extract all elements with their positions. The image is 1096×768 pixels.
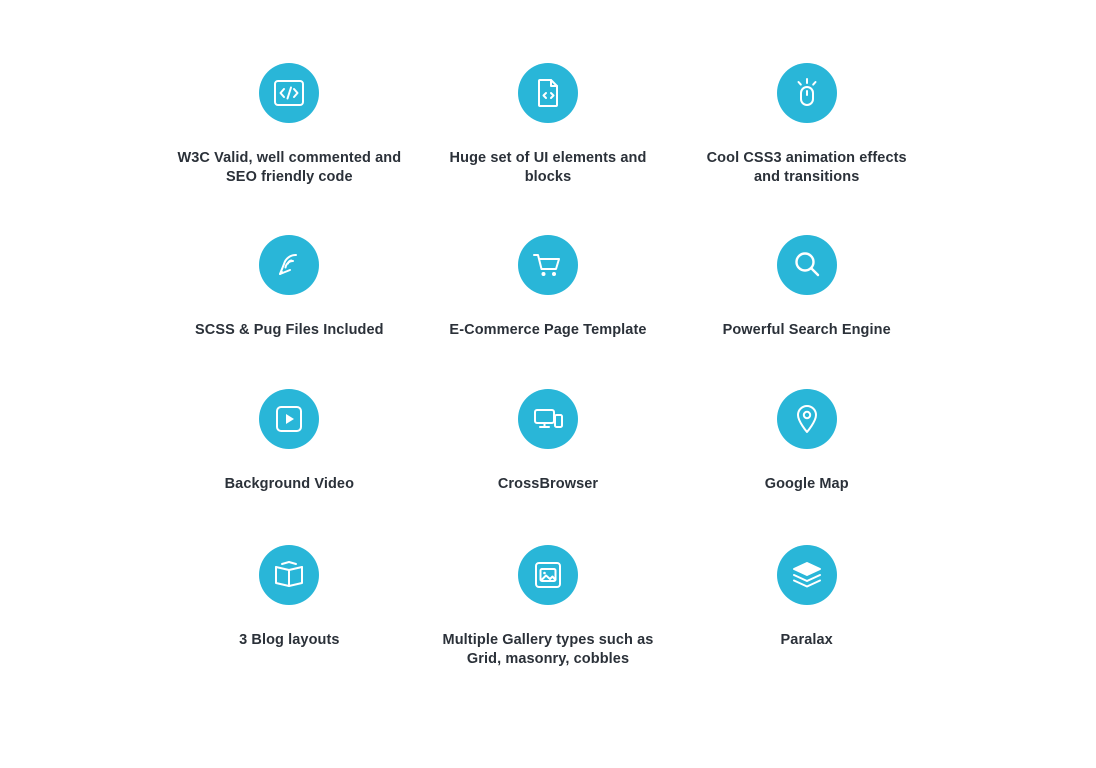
map-pin-icon bbox=[777, 389, 837, 449]
feature-label: Paralax bbox=[780, 631, 833, 648]
feature-item-blog-layouts[interactable] bbox=[160, 545, 419, 669]
feature-row bbox=[160, 523, 936, 697]
document-code-icon bbox=[518, 63, 578, 123]
feature-label: Powerful Search Engine bbox=[722, 322, 891, 339]
feature-item-css3-animation[interactable] bbox=[677, 63, 936, 187]
feature-item-scss-pug[interactable] bbox=[160, 235, 419, 340]
feature-label: E-Commerce Page Template bbox=[449, 322, 647, 339]
feature-label: Multiple Gallery types such as Grid, masonry, cobbles bbox=[442, 631, 654, 667]
feature-item-google-map[interactable] bbox=[677, 389, 936, 494]
feature-label: SCSS & Pug Files Included bbox=[195, 322, 384, 339]
layers-stack-icon bbox=[777, 545, 837, 605]
shopping-cart-icon bbox=[518, 235, 578, 295]
mouse-animation-icon bbox=[777, 63, 837, 123]
code-brackets-icon bbox=[259, 63, 319, 123]
feature-label: CrossBrowser bbox=[497, 476, 599, 493]
feature-item-ecommerce[interactable] bbox=[419, 235, 678, 340]
magnifier-search-icon bbox=[777, 235, 837, 295]
pen-nib-signal-icon bbox=[259, 235, 319, 295]
feature-item-gallery-types[interactable] bbox=[419, 545, 678, 669]
feature-label: Google Map bbox=[764, 476, 849, 493]
feature-item-background-video[interactable] bbox=[160, 389, 419, 494]
feature-row bbox=[160, 368, 936, 522]
feature-label: 3 Blog layouts bbox=[239, 631, 340, 648]
feature-label: Huge set of UI elements and blocks bbox=[449, 150, 647, 186]
feature-label: W3C Valid, well commented and SEO friendly code bbox=[177, 150, 402, 186]
devices-screens-icon bbox=[518, 389, 578, 449]
feature-item-search-engine[interactable] bbox=[677, 235, 936, 340]
feature-item-w3c-valid[interactable] bbox=[160, 63, 419, 187]
feature-item-paralax[interactable] bbox=[677, 545, 936, 669]
photo-gallery-icon bbox=[518, 545, 578, 605]
open-book-icon bbox=[259, 545, 319, 605]
feature-item-ui-elements[interactable] bbox=[419, 63, 678, 187]
feature-row bbox=[160, 215, 936, 368]
feature-item-crossbrowser[interactable] bbox=[419, 389, 678, 494]
feature-label: Background Video bbox=[224, 476, 355, 493]
video-play-icon bbox=[259, 389, 319, 449]
feature-row bbox=[160, 40, 936, 215]
feature-label: Cool CSS3 animation effects and transitions bbox=[706, 150, 907, 186]
